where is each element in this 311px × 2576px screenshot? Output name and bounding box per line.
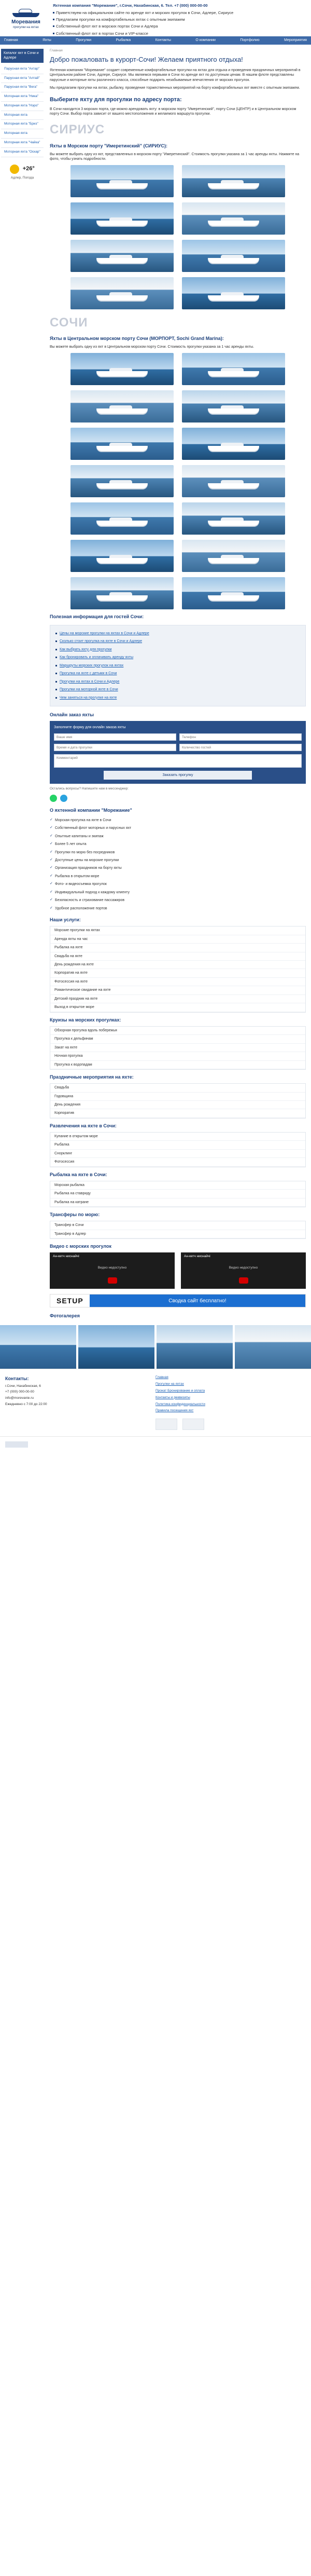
yacht-photo[interactable] (182, 240, 285, 272)
gallery-photo[interactable] (235, 1325, 311, 1369)
service-item[interactable]: Морская рыбалка (50, 1181, 305, 1190)
weather-temp: +26° (22, 166, 35, 172)
info-link-text[interactable]: Чем заняться на прогулке на яхте (60, 696, 117, 700)
submit-order-button[interactable]: Заказать прогулку (104, 771, 252, 780)
guests-input[interactable]: Количество гостей (179, 744, 302, 751)
info-link-text[interactable]: Как бронировать и оплачивать аренду яхты (60, 656, 134, 660)
sun-icon (10, 165, 19, 174)
main-content (45, 45, 311, 1322)
form-note: Остались вопросы? Напишите нам в мессенджер: (50, 786, 129, 790)
yacht-photo[interactable] (70, 202, 174, 235)
intro-text: Яхтенная компания "Моревание" создает современные комфортабельные прогулки на яхтах для отдыха и проведения праздничных мероприятий в Центральном районе Сочи, Адлере, Сириусе. Мы являемся первыми в Сочи по аренде яхт по доступным ценам. В нашем флоте представлены парусные и моторные яхты различного класса, способные подарить незабываемые впечатления от морских прогулок. (50, 69, 301, 82)
play-icon[interactable] (239, 1277, 248, 1284)
nav-item-yachts[interactable]: Яхты (43, 38, 51, 43)
section-sochi-text: Вы можете выбрать одну из яхт в Центральном морском порту Сочи. Стоимость прогулки указана за 1 час аренды яхты. (50, 345, 255, 349)
service-item[interactable]: Морские прогулки на яхтах (50, 926, 305, 935)
section-sirius-title: Яхты в Морском порту "Имеретинский" (СИРИУС): (50, 143, 168, 148)
video-player[interactable] (181, 1252, 306, 1289)
about-item: ✓ Опытные капитаны и экипаж (50, 833, 306, 840)
nav-item-portfolio[interactable]: Портфолио (240, 38, 260, 43)
comment-textarea[interactable]: Комментарий (54, 754, 302, 768)
section-sirius-text: Вы можете выбрать одну из яхт, представленных в морском порту "Имеретинский". Стоимость прогулки указана за 1 час аренды яхты. Нажмите на фото, чтобы узнать подробности. (50, 153, 300, 161)
page-title: Добро пожаловать в курорт-Сочи! Желаем приятного отдыха! (50, 55, 243, 63)
banner-logo: SETUP (50, 1296, 90, 1306)
sidebar-item[interactable]: Моторная яхта "Ника" (1, 92, 44, 102)
service-item[interactable]: Прогулка к водопадам (50, 1061, 305, 1069)
header-bullet: Собственный флот яхт в морских портах Сочи и Адлера (53, 24, 306, 29)
service-item[interactable]: Аренда яхты на час (50, 935, 305, 944)
gallery-title: Фотогалерея (50, 1313, 80, 1319)
sidebar-item[interactable]: Моторная яхта (1, 111, 44, 120)
info-link-text[interactable]: Сколько стоит прогулка на яхте в Сочи и Адлере (60, 639, 143, 644)
section-sochi-title: Яхты в Центральном морском порту Сочи (МОРПОРТ, Sochi Grand Marina): (50, 336, 224, 342)
yacht-photo[interactable] (70, 165, 174, 197)
info-link-text[interactable]: Цены на морские прогулки на яхтах в Сочи и Адлере (60, 632, 149, 635)
date-input[interactable]: Время и дата прогулки (54, 744, 176, 751)
choose-title: Выберите яхту для прогулки по адресу порта: (50, 96, 182, 103)
yacht-photo[interactable] (182, 577, 285, 609)
services6-list (50, 1221, 306, 1239)
about-item: ✓ Удобное расположение портов (50, 905, 306, 912)
info-link[interactable] (55, 630, 300, 637)
about-item: ✓ Более 5 лет опыта (50, 840, 306, 848)
video-caption: Ан-кетч ниснайчі (184, 1255, 210, 1259)
services6-title: Трансферы по морю: (50, 1212, 100, 1218)
footer-link[interactable]: Прогулки на яхтах (156, 1382, 184, 1386)
sidebar-item[interactable]: Моторная яхта "Нэро" (1, 102, 44, 111)
service-item[interactable]: Рыбалка на катране (50, 1198, 305, 1207)
section-sochi-big: СОЧИ (50, 315, 88, 330)
sidebar-heading: Каталог яхт в Сочи и Адлере (1, 49, 44, 63)
service-item[interactable]: Трансфер в Сочи (50, 1221, 305, 1230)
yacht-grid-sochi (50, 353, 306, 609)
gallery-photo[interactable] (78, 1325, 154, 1369)
service-item[interactable]: Корпоратив (50, 1109, 305, 1117)
yacht-photo[interactable] (182, 502, 285, 535)
services3-title: Праздничные мероприятия на яхте: (50, 1074, 134, 1080)
service-item[interactable]: Фотосессия на яхте (50, 978, 305, 986)
yacht-photo[interactable] (182, 277, 285, 309)
gallery-photo[interactable] (0, 1325, 76, 1369)
footer (0, 1369, 311, 1436)
service-item[interactable]: Закат на яхте (50, 1044, 305, 1052)
about-item: ✓ Прогулки по морю без посредников (50, 849, 306, 856)
video-player[interactable] (50, 1252, 175, 1289)
info-box (50, 625, 306, 706)
partner-logo[interactable] (182, 1419, 204, 1430)
about-item: ✓ Фото- и видеосъемка прогулок (50, 880, 306, 888)
gallery-photo[interactable] (157, 1325, 233, 1369)
about-item: ✓ Морская прогулка на яхте в Сочи (50, 816, 306, 824)
service-item[interactable]: День рождения (50, 1101, 305, 1109)
nav-item-contacts[interactable]: Контакты (155, 38, 171, 43)
ad-banner[interactable] (50, 1294, 306, 1307)
info-link[interactable] (55, 646, 300, 653)
header-contact: Яхтенная компания "Морежание", г.Сочи, Нахабинская, 6. Тел. +7 (000) 000-00-00 (53, 3, 208, 8)
about-item: ✓ Рыбалка в открытом море (50, 873, 306, 880)
yacht-photo[interactable] (70, 465, 174, 497)
weather-city: Адлер, Погода (10, 175, 34, 180)
info-link[interactable] (55, 637, 300, 645)
service-item[interactable]: Обзорная прогулка вдоль побережья (50, 1027, 305, 1035)
sidebar (0, 45, 45, 1322)
service-item[interactable]: Снорклинг (50, 1150, 305, 1158)
service-item[interactable]: Рыбалка на яхте (50, 944, 305, 952)
weather-widget[interactable] (0, 157, 45, 188)
header-bullet: Собственный флот яхт в портах Сочи и VIP-классе (53, 31, 306, 36)
telegram-icon[interactable] (60, 795, 67, 802)
video-title: Видео с морских прогулок (50, 1244, 112, 1249)
sidebar-item[interactable]: Моторная яхта "Оскар" (1, 148, 44, 157)
footer-email[interactable]: info@morevanie.ru (5, 1396, 34, 1400)
video-row (50, 1252, 306, 1289)
service-item[interactable]: Свадьба (50, 1084, 305, 1092)
about-item: ✓ Организация праздников на борту яхты (50, 864, 306, 872)
yacht-grid-sirius (50, 165, 306, 309)
info-title: Полезная информация для гостей Сочи: (50, 614, 144, 619)
nav-item-events[interactable]: Мероприятия (284, 38, 307, 43)
services3-list (50, 1083, 306, 1119)
choose-text: В Сочи находится 3 морских порта, где можно арендовать яхту: в морском порту "Имеретинский", порту Сочи (ЦЕНТР) и в Центральном морском порту Сочи. Выбор порта зависит от вашего местоположения и желаемого маршрута прогулки. (50, 107, 296, 116)
yacht-photo[interactable] (70, 277, 174, 309)
nav-item-tours[interactable]: Прогулки (76, 38, 92, 43)
info-link-text[interactable]: Прогулки на моторной яхте в Сочи (60, 688, 118, 692)
service-item[interactable]: Корпоратив на яхте (50, 969, 305, 977)
service-item[interactable]: Годовщина (50, 1093, 305, 1101)
bottom-strip (0, 1436, 311, 1452)
partner-logo[interactable] (156, 1419, 177, 1430)
sidebar-item[interactable]: Парусная яхта "Алтай" (1, 74, 44, 84)
sidebar-item[interactable]: Моторная яхта (1, 129, 44, 139)
info-link-text[interactable]: Прогулки на яхтах в Сочи и Адлере (60, 679, 120, 684)
about-list (50, 816, 306, 912)
yacht-photo[interactable] (182, 465, 285, 497)
sidebar-item[interactable]: Парусная яхта "Ахтар" (1, 65, 44, 74)
nav-item-fishing[interactable]: Рыбалка (116, 38, 131, 43)
visit-counter[interactable] (5, 1441, 28, 1448)
order-subtitle: Заполните форму для онлайн заказа яхты (54, 726, 126, 730)
info-link[interactable] (55, 686, 300, 693)
video-message: Видео недоступно (97, 1266, 127, 1270)
intro-text-2: Мы предлагаем прогулки на яхтах, рыбалку, проведение торжественных мероприятий на борту комфортабельных яхт вместе с опытным экипажем. (50, 86, 300, 90)
service-item[interactable]: Романтическое свидание на яхте (50, 986, 305, 994)
service-item[interactable]: Прогулка к дельфинам (50, 1035, 305, 1043)
sidebar-item[interactable]: Парусная яхта "Вега" (1, 83, 44, 92)
ship-icon (10, 6, 41, 17)
service-item[interactable]: Детский праздник на яхте (50, 995, 305, 1003)
video-caption: Ан-кетч ниснайчі (53, 1255, 79, 1259)
footer-links (156, 1375, 306, 1430)
footer-address: г.Сочи, Нахабинская, 6 (5, 1384, 41, 1388)
service-item[interactable]: Выход в открытое море (50, 1003, 305, 1012)
service-item[interactable]: Ночная прогулка (50, 1052, 305, 1060)
about-item: ✓ Доступные цены на морские прогулки (50, 856, 306, 864)
yacht-photo[interactable] (70, 390, 174, 422)
name-input[interactable]: Ваше имя (54, 733, 176, 741)
about-item: ✓ Безопасность и страхование пассажиров (50, 896, 306, 904)
service-item[interactable]: Трансфер в Адлер (50, 1230, 305, 1238)
info-link-text[interactable]: Прогулка на яхте с детьми в Сочи (60, 672, 117, 676)
services2-title: Круизы на морских прогулках: (50, 1017, 121, 1023)
info-link[interactable] (55, 662, 300, 670)
services2-list (50, 1026, 306, 1070)
info-link[interactable] (55, 678, 300, 686)
play-icon[interactable] (108, 1277, 117, 1284)
yacht-photo[interactable] (70, 428, 174, 460)
banner-text: Сводка сайт бесплатно! (90, 1294, 305, 1307)
footer-link[interactable]: Прокат Бронирование и оплата (156, 1389, 205, 1393)
yacht-photo[interactable] (70, 502, 174, 535)
service-item[interactable]: Купание в открытом море (50, 1133, 305, 1141)
service-item[interactable]: Рыбалка на ставриду (50, 1190, 305, 1198)
logo-name: Моревания (11, 19, 40, 25)
partner-logos (156, 1419, 306, 1430)
header (0, 0, 311, 36)
about-title: О яхтенной компании "Морежание" (50, 807, 132, 813)
info-link[interactable] (55, 670, 300, 677)
info-link-text[interactable]: Как выбрать яхту для прогулки (60, 647, 112, 651)
nav-item-home[interactable]: Главная (4, 38, 18, 43)
info-link-text[interactable]: Маршруты морских прогулок на яхтах (60, 663, 124, 667)
yacht-photo[interactable] (182, 165, 285, 197)
messengers (50, 795, 306, 802)
footer-hours: Ежедневно с 7:00 до 22:00 (5, 1402, 47, 1406)
logo-sub: прогулки на яхтах (13, 26, 39, 30)
footer-link[interactable]: Контакты и реквизиты (156, 1395, 190, 1399)
yacht-photo[interactable] (182, 353, 285, 385)
yacht-photo[interactable] (182, 202, 285, 235)
yacht-photo[interactable] (182, 428, 285, 460)
service-item[interactable]: Рыбалка (50, 1141, 305, 1149)
footer-link[interactable]: Правила посещения яхт (156, 1409, 194, 1413)
services4-title: Развлечения на яхте в Сочи: (50, 1123, 117, 1128)
footer-contacts (5, 1375, 156, 1430)
section-sirius-big: СИРИУС (50, 122, 105, 137)
whatsapp-icon[interactable] (50, 795, 57, 802)
nav-item-about[interactable]: О компании (195, 38, 216, 43)
header-info (47, 3, 306, 38)
header-bullets (53, 10, 306, 36)
yacht-photo[interactable] (70, 540, 174, 572)
service-item[interactable]: Фотосессия (50, 1158, 305, 1166)
services5-list (50, 1181, 306, 1207)
photo-gallery (0, 1325, 311, 1369)
info-link[interactable] (55, 653, 300, 661)
about-item: ✓ Собственный флот моторных и парусных яхт (50, 824, 306, 832)
header-bullet: Предлагаем прогулки на комфортабельных яхтах с опытным экипажем (53, 17, 306, 22)
header-bullet: Приветствуем на официальном сайте по аренде яхт и морских прогулок в Сочи, Адлере, Сириусе (53, 10, 306, 16)
yacht-photo[interactable] (70, 240, 174, 272)
content-columns (0, 45, 311, 1322)
phone-input[interactable]: Телефон (179, 733, 302, 741)
services-list (50, 926, 306, 1012)
yacht-photo[interactable] (182, 390, 285, 422)
service-item[interactable]: Свадьба на яхте (50, 952, 305, 961)
sidebar-item[interactable]: Моторная яхта "Бриз" (1, 120, 44, 129)
about-item: ✓ Индивидуальный подход к каждому клиенту (50, 889, 306, 896)
services4-list (50, 1132, 306, 1167)
footer-link[interactable]: Главная (156, 1375, 168, 1380)
footer-phone[interactable]: +7 (000) 000-00-00 (5, 1390, 34, 1394)
sidebar-item[interactable]: Моторная яхта "Чайка" (1, 139, 44, 148)
logo[interactable] (5, 3, 47, 32)
order-form (50, 721, 306, 784)
footer-link[interactable]: Политика конфиденциальности (156, 1402, 205, 1406)
order-title: Онлайн заказ яхты (50, 712, 94, 717)
services5-title: Рыбалка на яхте в Сочи: (50, 1171, 107, 1177)
yacht-photo[interactable] (70, 577, 174, 609)
yacht-photo[interactable] (70, 353, 174, 385)
breadcrumb[interactable]: Главная (50, 49, 63, 52)
video-message: Видео недоступно (229, 1266, 258, 1270)
services-title: Наши услуги: (50, 917, 81, 923)
info-link[interactable] (55, 694, 300, 702)
service-item[interactable]: День рождения на яхте (50, 961, 305, 969)
footer-contacts-title: Контакты: (5, 1376, 29, 1382)
yacht-photo[interactable] (182, 540, 285, 572)
